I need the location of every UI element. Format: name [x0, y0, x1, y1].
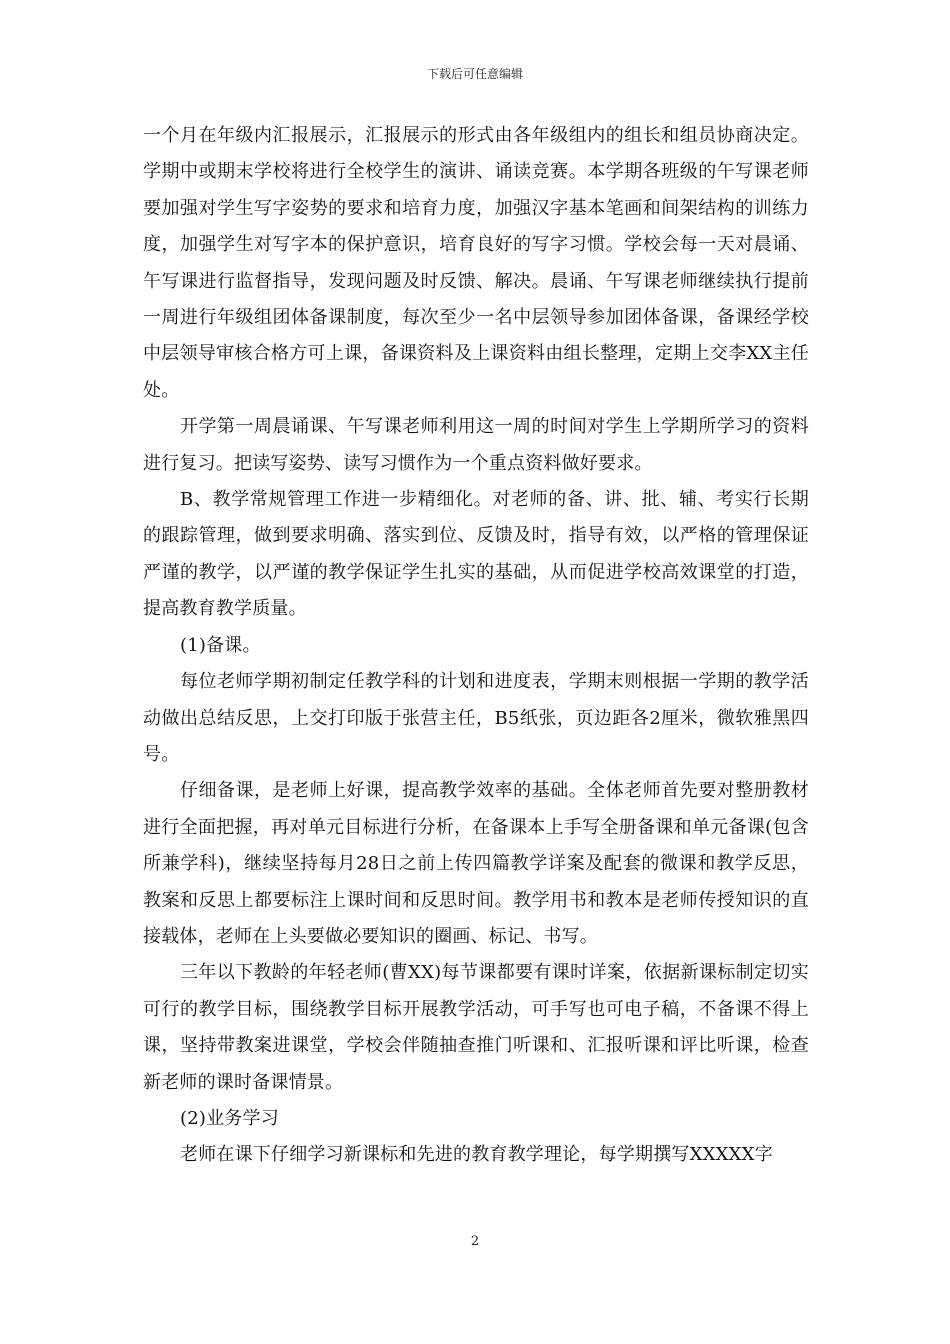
- page-header: 下载后可任意编辑: [426, 67, 523, 81]
- paragraph-first-week-review: 开学第一周晨诵课、午写课老师利用这一周的时间对学生上学期所学习的资料进行复习。把读写姿势、读写习惯作为一个重点资料做好要求。: [143, 416, 809, 474]
- paragraph-study-theory: 老师在课下仔细学习新课标和先进的教育教学理论，每学期撰写XXXXX字: [180, 1144, 773, 1166]
- paragraph-report-continuation: 一个月在年级内汇报展示，汇报展示的形式由各年级组内的组长和组员协商决定。学期中或期末学校将进行全校学生的演讲、诵读竞赛。本学期各班级的午写课老师要加强对学生写字姿势的要求和培育力度，加强汉字基本笔画和间架结构的训练力度，加强学生对写字本的保护意识，培育良好的写字习惯。学校会每一天对晨诵、午写课进行监督指导，发现问题及时反馈、解决。晨诵、午写课老师继续执行提前一周进行年级组团体备课制度，每次至少一名中层领导参加团体备课，备课经学校中层领导审核合格方可上课，备课资料及上课资料由组长整理，定期上交李XX主任处。: [143, 125, 809, 401]
- page-number: 2: [470, 1234, 480, 1249]
- paragraph-young-teachers: 三年以下教龄的年轻老师(曹XX)每节课都要有课时详案，依据新课标制定切实可行的教学目标，围绕教学目标开展教学活动，可手写也可电子稿，不备课不得上课，坚持带教案进课堂，学校会伴随抽查推门听课和、汇报听课和评比听课，检查新老师的课时备课情景。: [143, 962, 809, 1093]
- paragraph-semester-plan: 每位老师学期初制定任教学科的计划和进度表，学期末则根据一学期的教学活动做出总结反思，上交打印版于张营主任，B5纸张，页边距各2厘米，微软雅黑四号。: [143, 671, 809, 765]
- heading-professional-study: (2)业务学习: [180, 1107, 279, 1129]
- paragraph-careful-prep: 仔细备课，是老师上好课，提高教学效率的基础。全体老师首先要对整册教材进行全面把握，再对单元目标进行分析，在备课本上手写全册备课和单元备课(包含所兼学科)，继续坚持每月28日之前上传四篇教学详案及配套的微课和教学反思，教案和反思上都要标注上课时间和反思时间。教学用书和教本是老师传授知识的直接载体，老师在上头要做必要知识的圈画、标记、书写。: [143, 780, 809, 947]
- heading-lesson-prep: (1)备课。: [180, 634, 261, 656]
- paragraph-routine-management: B、教学常规管理工作进一步精细化。对老师的备、讲、批、辅、考实行长期的跟踪管理，做到要求明确、落实到位、反馈及时，指导有效，以严格的管理保证严谨的教学，以严谨的教学保证学生扎实的基础，从而促进学校高效课堂的打造，提高教育教学质量。: [143, 489, 809, 620]
- document-body: [143, 118, 809, 1174]
